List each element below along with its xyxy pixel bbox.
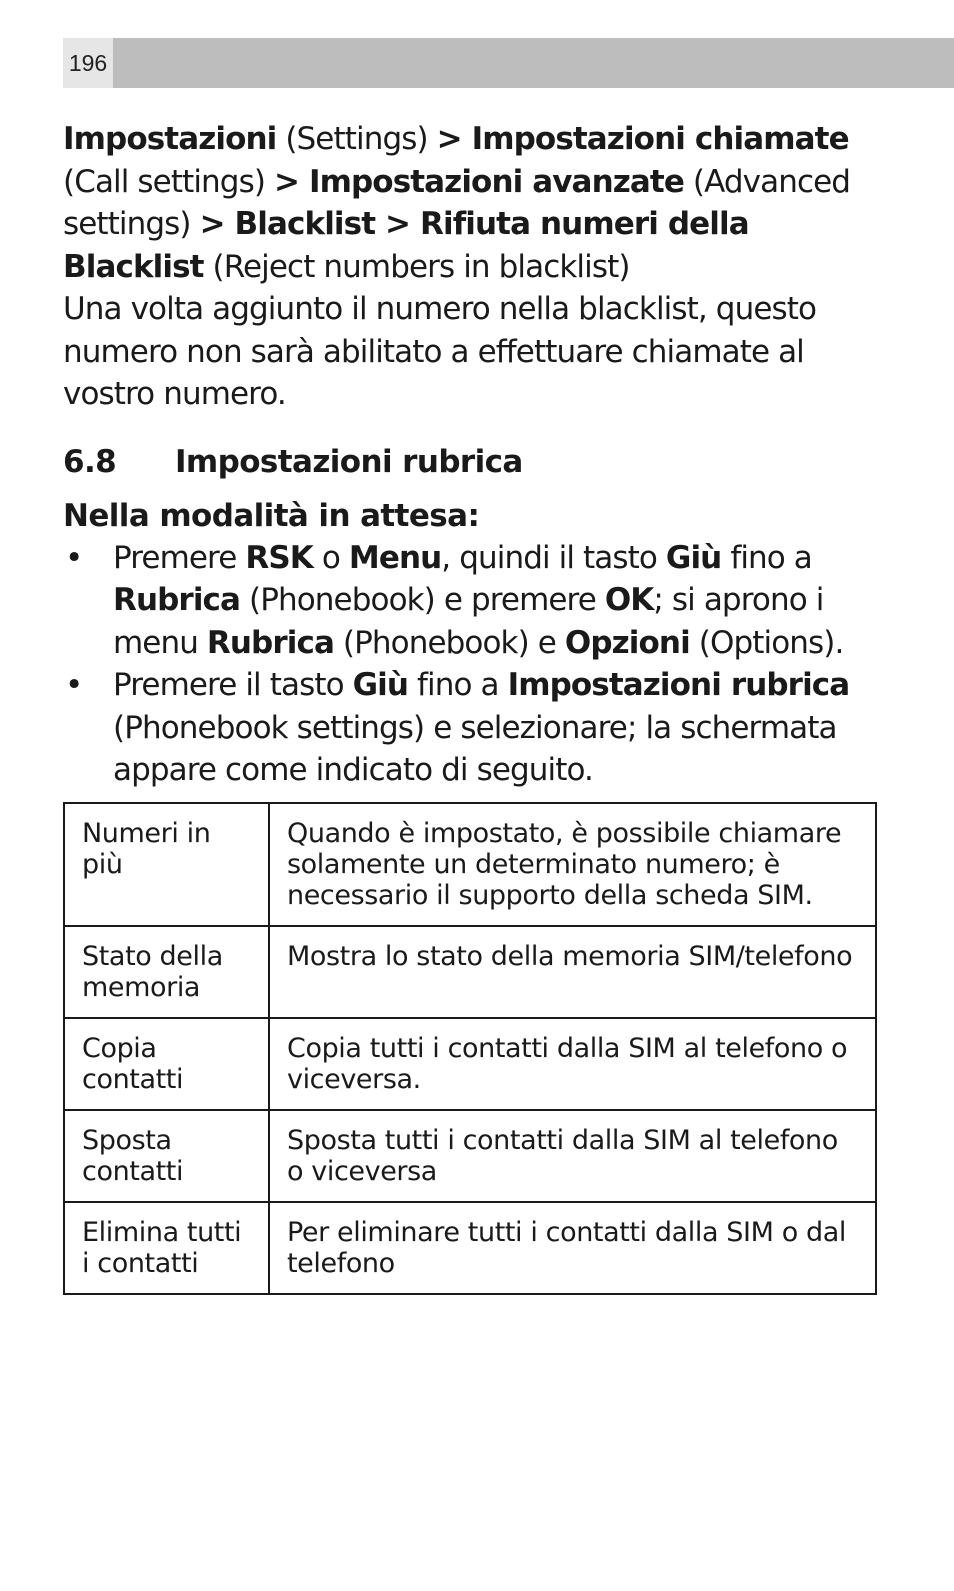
setting-name: Elimina tutti i contatti [64,1202,269,1294]
section-heading [63,441,893,483]
table-row [64,1202,876,1294]
section-title: Impostazioni rubrica [175,443,523,480]
path-translation-settings: (Settings) [276,121,437,157]
page-header [63,38,954,88]
blacklist-description: Una volta aggiunto il numero nella blacklist, questo numero non sarà abilitato a effettuare chiamate al vostro numero. [63,291,817,412]
page-content [63,118,893,792]
setting-description: Quando è impostato, è possibile chiamare solamente un determinato numero; è necessario il supporto della scheda SIM. [269,803,876,926]
setting-name: Numeri in più [64,803,269,926]
bullet-icon: • [65,539,83,576]
setting-name: Sposta contatti [64,1110,269,1202]
table-row [64,1110,876,1202]
setting-description: Mostra lo stato della memoria SIM/telefono [269,926,876,1018]
settings-path [63,118,893,288]
phonebook-settings-table [63,802,877,1295]
list-item: • Premere il tasto Giù fino a Impostazioni rubrica (Phonebook settings) e selezionare; la schermata appare come indicato di seguito. [63,664,893,792]
table-row [64,803,876,926]
list-item: • Premere RSK o Menu, quindi il tasto Giù fino a Rubrica (Phonebook) e premere OK; si aprono i menu Rubrica (Phonebook) e Opzioni (Options). [63,537,893,665]
path-translation-advanced-settings: (Advanced settings) [63,163,851,242]
path-segment-settings: Impostazioni [63,121,277,157]
section-number: 6.8 [63,443,117,480]
page-number: 196 [63,38,113,88]
setting-name: Copia contatti [64,1018,269,1110]
path-segment-advanced-settings: > Impostazioni avanzate [274,163,684,200]
setting-description: Sposta tutti i contatti dalla SIM al telefono o viceversa [269,1110,876,1202]
bullet-icon: • [65,667,83,703]
path-segment-call-settings: > Impostazioni chiamate [436,121,849,157]
standby-subheading: Nella modalità in attesa: [63,497,480,534]
path-translation-blacklist: (Reject numbers in blacklist) [203,248,630,285]
setting-description: Copia tutti i contatti dalla SIM al telefono o viceversa. [269,1018,876,1110]
table-row [64,926,876,1018]
path-segment-blacklist: > Blacklist > Rifiuta numeri della Blacklist [63,206,749,285]
setting-name: Stato della memoria [64,926,269,1018]
setting-description: Per eliminare tutti i contatti dalla SIM o dal telefono [269,1202,876,1294]
table-row [64,1018,876,1110]
path-translation-call-settings: (Call settings) [63,163,274,200]
instruction-list [63,537,893,792]
